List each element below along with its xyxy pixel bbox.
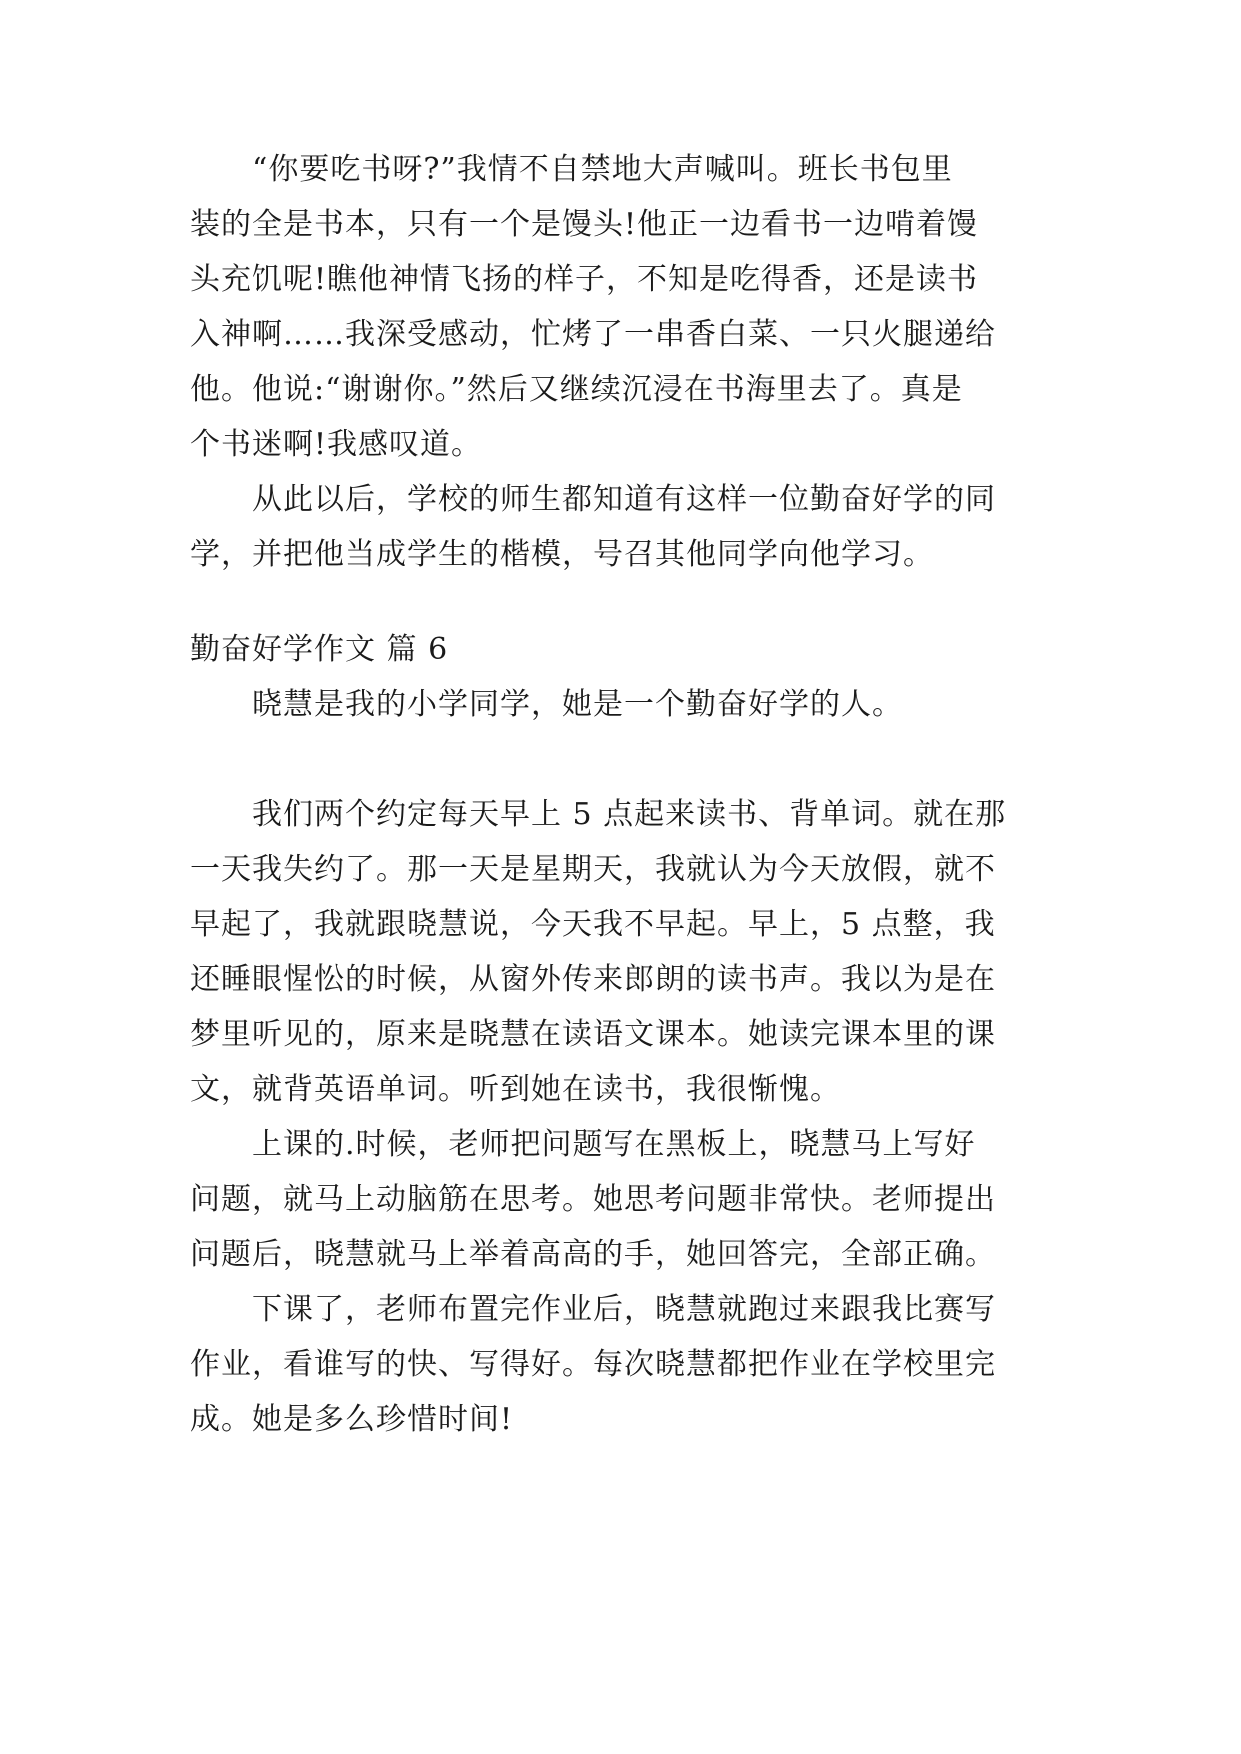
text-line: 他。他说:“谢谢你。”然后又继续沉浸在书海里去了。真是 [190,372,963,407]
text-line: 入神啊……我深受感动，忙烤了一串香白菜、一只火腿递给 [190,317,996,352]
text-line: 下课了，老师布置完作业后，晓慧就跑过来跟我比赛写 [252,1292,996,1327]
text-line: 成。她是多么珍惜时间! [190,1402,514,1437]
text-line: 学，并把他当成学生的楷模，号召其他同学向他学习。 [190,537,934,572]
text-line: “你要吃书呀?”我情不自禁地大声喊叫。班长书包里 [252,152,953,187]
text-line: 我们两个约定每天早上 5 点起来读书、背单词。就在那 [252,797,1007,832]
text-line: 从此以后，学校的师生都知道有这样一位勤奋好学的同 [252,482,996,517]
text-line: 早起了，我就跟晓慧说，今天我不早起。早上，5 点整，我 [190,907,996,942]
text-line: 装的全是书本，只有一个是馒头!他正一边看书一边啃着馒 [190,207,979,242]
text-line: 个书迷啊!我感叹道。 [190,427,483,462]
text-line: 头充饥呢!瞧他神情飞扬的样子，不知是吃得香，还是读书 [190,262,979,297]
section-heading: 勤奋好学作文 篇 6 [190,632,449,667]
text-line: 一天我失约了。那一天是星期天，我就认为今天放假，就不 [190,852,996,887]
text-line: 问题后，晓慧就马上举着高高的手，她回答完，全部正确。 [190,1237,996,1272]
text-line: 还睡眼惺忪的时候，从窗外传来郎朗的读书声。我以为是在 [190,962,996,997]
text-line: 上课的.时候，老师把问题写在黑板上，晓慧马上写好 [252,1127,976,1162]
text-line: 作业，看谁写的快、写得好。每次晓慧都把作业在学校里完 [190,1347,996,1382]
intro-paragraph: 晓慧是我的小学同学，她是一个勤奋好学的人。 [252,687,903,722]
text-line: 梦里听见的，原来是晓慧在读语文课本。她读完课本里的课 [190,1017,996,1052]
text-line: 文，就背英语单词。听到她在读书，我很惭愧。 [190,1072,841,1107]
text-line: 问题，就马上动脑筋在思考。她思考问题非常快。老师提出 [190,1182,996,1217]
